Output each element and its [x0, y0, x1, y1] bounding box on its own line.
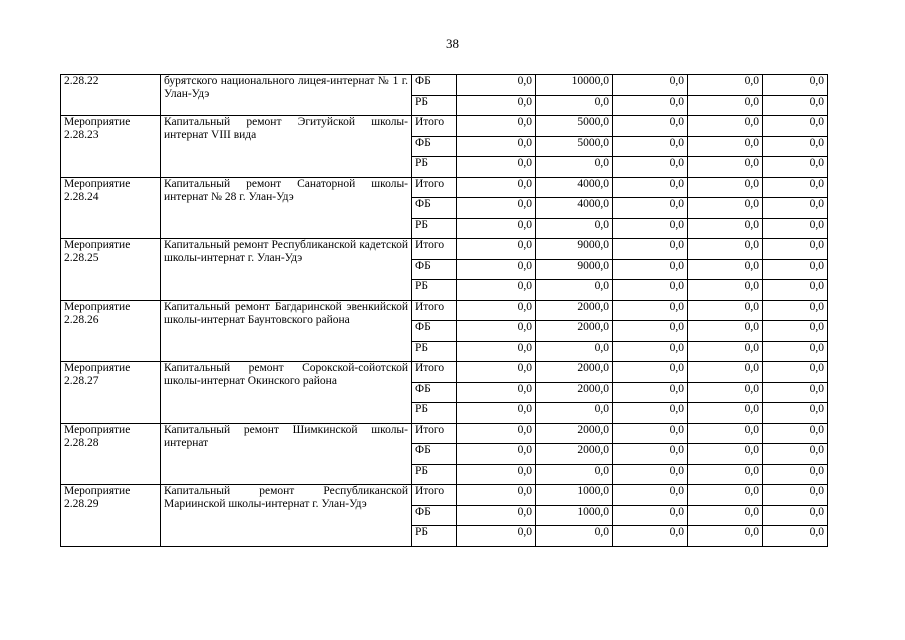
amount-cell: 0,0: [688, 218, 763, 239]
table-row: [61, 75, 828, 96]
amount-cell: 0,0: [536, 157, 613, 178]
amount-cell: 0,0: [457, 444, 536, 465]
amount-cell: 0,0: [613, 239, 688, 260]
amount-cell: 0,0: [688, 177, 763, 198]
amount-cell: 0,0: [613, 300, 688, 321]
funding-source: Итого: [412, 423, 457, 444]
amount-cell: 0,0: [688, 239, 763, 260]
activity-description: [161, 300, 412, 362]
amount-cell: 0,0: [688, 341, 763, 362]
amount-cell: 0,0: [457, 321, 536, 342]
funding-source: ФБ: [412, 136, 457, 157]
amount-cell: 0,0: [613, 423, 688, 444]
amount-cell: 0,0: [457, 116, 536, 137]
amount-cell: 0,0: [613, 136, 688, 157]
activity-description-text: бурятского национального лицея-интернат № 1 г. Улан-Удэ: [164, 75, 408, 100]
funding-source: РБ: [412, 95, 457, 116]
activity-description-text: Капитальный ремонт Республиканской Мариинской школы-интернат г. Улан-Удэ: [164, 485, 408, 510]
amount-cell: 0,0: [688, 403, 763, 424]
amount-cell: 0,0: [613, 403, 688, 424]
amount-cell: 0,0: [613, 157, 688, 178]
funding-source: РБ: [412, 157, 457, 178]
amount-cell: 0,0: [763, 300, 828, 321]
amount-cell: 0,0: [457, 341, 536, 362]
amount-cell: 0,0: [763, 116, 828, 137]
amount-cell: 0,0: [457, 95, 536, 116]
amount-cell: 0,0: [457, 198, 536, 219]
amount-cell: 0,0: [763, 403, 828, 424]
amount-cell: 0,0: [457, 300, 536, 321]
amount-cell: 0,0: [457, 526, 536, 547]
table-row: [61, 116, 828, 137]
funding-source: ФБ: [412, 382, 457, 403]
activity-description-text: Капитальный ремонт Санаторной школы-интернат № 28 г. Улан-Удэ: [164, 177, 408, 203]
funding-source: РБ: [412, 218, 457, 239]
funding-source: РБ: [412, 280, 457, 301]
activity-code: Мероприятие 2.28.24: [61, 177, 161, 239]
amount-cell: 0,0: [763, 464, 828, 485]
table-row: [61, 485, 828, 506]
amount-cell: 0,0: [763, 362, 828, 383]
amount-cell: 0,0: [613, 259, 688, 280]
funding-source: РБ: [412, 403, 457, 424]
activity-description-text: Капитальный ремонт Сорокской-сойотской школы-интернат Окинского района: [164, 362, 408, 387]
funding-source: РБ: [412, 526, 457, 547]
amount-cell: 0,0: [613, 95, 688, 116]
funding-source: Итого: [412, 116, 457, 137]
amount-cell: 1000,0: [536, 485, 613, 506]
page-number: 38: [446, 36, 459, 51]
amount-cell: 0,0: [688, 198, 763, 219]
funding-source: ФБ: [412, 259, 457, 280]
amount-cell: 4000,0: [536, 177, 613, 198]
amount-cell: 0,0: [688, 423, 763, 444]
amount-cell: 0,0: [763, 444, 828, 465]
funding-source: ФБ: [412, 321, 457, 342]
amount-cell: 5000,0: [536, 116, 613, 137]
amount-cell: 0,0: [763, 423, 828, 444]
amount-cell: 0,0: [457, 464, 536, 485]
table-row: [61, 300, 828, 321]
amount-cell: 0,0: [457, 177, 536, 198]
activity-description: [161, 362, 412, 424]
amount-cell: 0,0: [536, 341, 613, 362]
amount-cell: 0,0: [613, 485, 688, 506]
activity-description: [161, 116, 412, 178]
activity-description-text: Капитальный ремонт Республиканской кадетской школы-интернат г. Улан-Удэ: [164, 239, 408, 264]
activity-code: Мероприятие 2.28.27: [61, 362, 161, 424]
amount-cell: 0,0: [613, 198, 688, 219]
amount-cell: 0,0: [763, 75, 828, 96]
amount-cell: 0,0: [536, 464, 613, 485]
amount-cell: 0,0: [457, 280, 536, 301]
amount-cell: 0,0: [763, 259, 828, 280]
amount-cell: 0,0: [613, 75, 688, 96]
amount-cell: 0,0: [763, 218, 828, 239]
amount-cell: 0,0: [613, 444, 688, 465]
funding-source: ФБ: [412, 505, 457, 526]
funding-source: ФБ: [412, 198, 457, 219]
amount-cell: 0,0: [457, 259, 536, 280]
amount-cell: 0,0: [457, 423, 536, 444]
amount-cell: 0,0: [457, 75, 536, 96]
activity-code: 2.28.22: [61, 75, 161, 116]
amount-cell: 0,0: [763, 157, 828, 178]
funding-source: ФБ: [412, 75, 457, 96]
amount-cell: 0,0: [688, 464, 763, 485]
amount-cell: 0,0: [457, 382, 536, 403]
amount-cell: 2000,0: [536, 300, 613, 321]
funding-source: Итого: [412, 239, 457, 260]
amount-cell: 0,0: [457, 239, 536, 260]
amount-cell: 0,0: [457, 157, 536, 178]
amount-cell: 9000,0: [536, 239, 613, 260]
amount-cell: 0,0: [613, 526, 688, 547]
budget-table: [60, 74, 828, 547]
amount-cell: 9000,0: [536, 259, 613, 280]
amount-cell: 0,0: [763, 239, 828, 260]
activity-description: [161, 239, 412, 301]
activity-code: Мероприятие 2.28.23: [61, 116, 161, 178]
budget-table-body: [61, 75, 828, 547]
amount-cell: 0,0: [688, 157, 763, 178]
amount-cell: 0,0: [457, 505, 536, 526]
activity-description: [161, 423, 412, 485]
funding-source: РБ: [412, 341, 457, 362]
amount-cell: 0,0: [613, 382, 688, 403]
activity-description: [161, 177, 412, 239]
amount-cell: 0,0: [457, 403, 536, 424]
amount-cell: 0,0: [536, 403, 613, 424]
amount-cell: 0,0: [688, 526, 763, 547]
amount-cell: 0,0: [536, 218, 613, 239]
amount-cell: 0,0: [613, 177, 688, 198]
activity-code: Мероприятие 2.28.28: [61, 423, 161, 485]
activity-description: [161, 485, 412, 547]
amount-cell: 5000,0: [536, 136, 613, 157]
amount-cell: 0,0: [536, 95, 613, 116]
amount-cell: 1000,0: [536, 505, 613, 526]
amount-cell: 0,0: [688, 259, 763, 280]
amount-cell: 0,0: [613, 321, 688, 342]
activity-description-text: Капитальный ремонт Шимкинской школы-интернат: [164, 423, 408, 449]
amount-cell: 0,0: [763, 505, 828, 526]
amount-cell: 0,0: [613, 280, 688, 301]
amount-cell: 0,0: [763, 321, 828, 342]
amount-cell: 0,0: [688, 280, 763, 301]
amount-cell: 0,0: [536, 280, 613, 301]
amount-cell: 0,0: [688, 382, 763, 403]
amount-cell: 0,0: [688, 362, 763, 383]
funding-source: Итого: [412, 177, 457, 198]
amount-cell: 0,0: [763, 198, 828, 219]
amount-cell: 0,0: [688, 505, 763, 526]
funding-source: Итого: [412, 300, 457, 321]
amount-cell: 0,0: [613, 341, 688, 362]
amount-cell: 0,0: [688, 321, 763, 342]
amount-cell: 0,0: [688, 136, 763, 157]
amount-cell: 2000,0: [536, 423, 613, 444]
table-row: [61, 362, 828, 383]
amount-cell: 0,0: [457, 218, 536, 239]
activity-description: [161, 75, 412, 116]
amount-cell: 0,0: [763, 95, 828, 116]
table-row: [61, 423, 828, 444]
amount-cell: 0,0: [763, 485, 828, 506]
table-row: [61, 239, 828, 260]
amount-cell: 2000,0: [536, 444, 613, 465]
amount-cell: 2000,0: [536, 321, 613, 342]
amount-cell: 10000,0: [536, 75, 613, 96]
activity-description-text: Капитальный ремонт Эгитуйской школы-интернат VIII вида: [164, 116, 408, 141]
amount-cell: 0,0: [688, 95, 763, 116]
amount-cell: 0,0: [688, 75, 763, 96]
amount-cell: 0,0: [613, 116, 688, 137]
amount-cell: 0,0: [688, 444, 763, 465]
amount-cell: 0,0: [763, 177, 828, 198]
activity-code: Мероприятие 2.28.25: [61, 239, 161, 301]
amount-cell: 2000,0: [536, 382, 613, 403]
activity-description-text: Капитальный ремонт Багдаринской эвенкийской школы-интернат Баунтовского района: [164, 300, 408, 326]
funding-source: ФБ: [412, 444, 457, 465]
activity-code: Мероприятие 2.28.29: [61, 485, 161, 547]
amount-cell: 0,0: [763, 136, 828, 157]
amount-cell: 0,0: [688, 116, 763, 137]
funding-source: Итого: [412, 362, 457, 383]
amount-cell: 0,0: [613, 218, 688, 239]
amount-cell: 0,0: [457, 136, 536, 157]
amount-cell: 0,0: [536, 526, 613, 547]
amount-cell: 0,0: [688, 300, 763, 321]
amount-cell: 0,0: [457, 485, 536, 506]
amount-cell: 0,0: [763, 341, 828, 362]
activity-code: Мероприятие 2.28.26: [61, 300, 161, 362]
amount-cell: 0,0: [763, 526, 828, 547]
amount-cell: 4000,0: [536, 198, 613, 219]
amount-cell: 0,0: [763, 382, 828, 403]
amount-cell: 2000,0: [536, 362, 613, 383]
amount-cell: 0,0: [688, 485, 763, 506]
amount-cell: 0,0: [613, 505, 688, 526]
funding-source: Итого: [412, 485, 457, 506]
amount-cell: 0,0: [613, 362, 688, 383]
table-row: [61, 177, 828, 198]
amount-cell: 0,0: [457, 362, 536, 383]
amount-cell: 0,0: [613, 464, 688, 485]
amount-cell: 0,0: [763, 280, 828, 301]
funding-source: РБ: [412, 464, 457, 485]
